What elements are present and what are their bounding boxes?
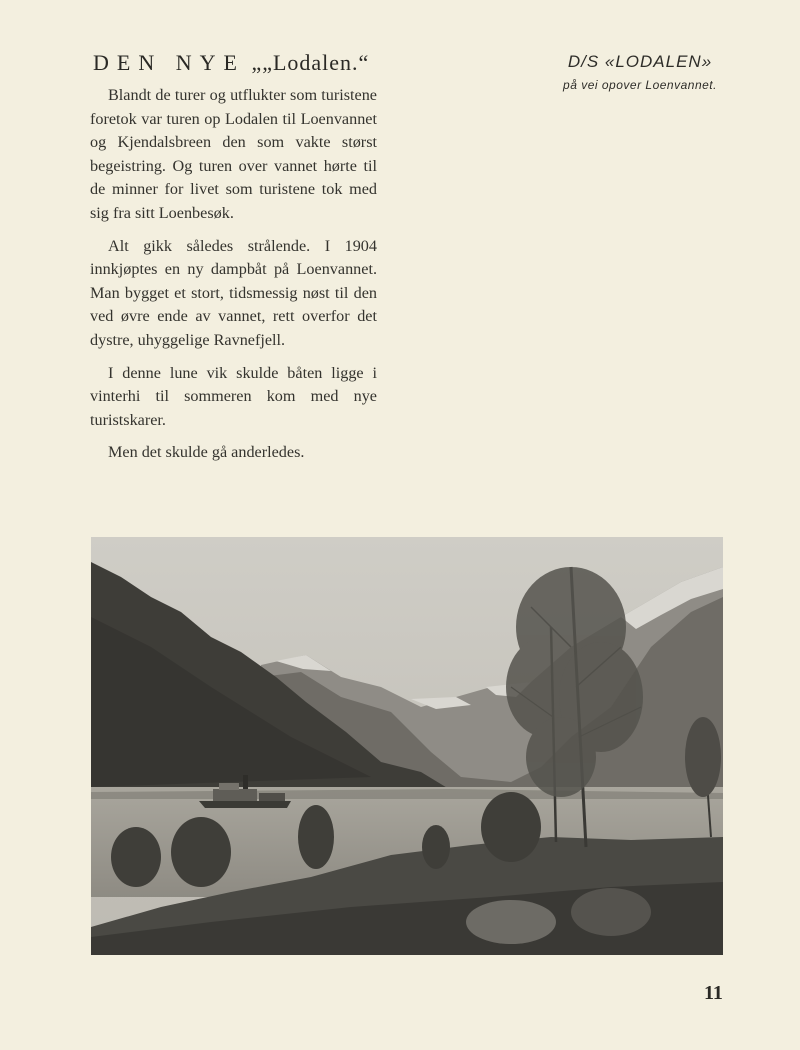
heading-spaced-part: DEN NYE [93, 50, 245, 75]
photo-caption [530, 52, 750, 92]
body-text [90, 84, 377, 474]
lake-photo-illustration [91, 537, 723, 955]
paragraph-4: Men det skulde gå anderledes. [108, 443, 305, 462]
caption-subtitle: på vei opover Loenvannet. [563, 78, 717, 92]
page-number: 11 [704, 982, 723, 1004]
chapter-heading [93, 50, 393, 76]
foreground-rock [466, 900, 556, 944]
heading-ship-name: „„Lodalen.“ [251, 50, 370, 75]
caption-title: D/S «LODALEN» [567, 52, 713, 71]
paragraph-2: Alt gikk således strålende. I 1904 innkjøptes en ny dampbåt på Loenvannet. Man bygget et stort, tidsmessig nøst til den ved øvre ende av vannet, rett overfor det dystre, uhyggelige Ravnefjell. [90, 236, 377, 349]
foreground-rock-2 [571, 888, 651, 936]
lake-photograph [91, 537, 723, 955]
paragraph-3: I denne lune vik skulde båten ligge i vinterhi til sommeren kom med nye turistskarer. [90, 363, 377, 429]
paragraph-1: Blandt de turer og utflukter som turistene foretok var turen op Lodalen til Loenvannet og Kjendalsbreen den som vakte størst begeistring. Og turen over vannet hørte til de minner for livet som turistene tok med sig fra sitt Loenbesøk. [90, 86, 377, 222]
